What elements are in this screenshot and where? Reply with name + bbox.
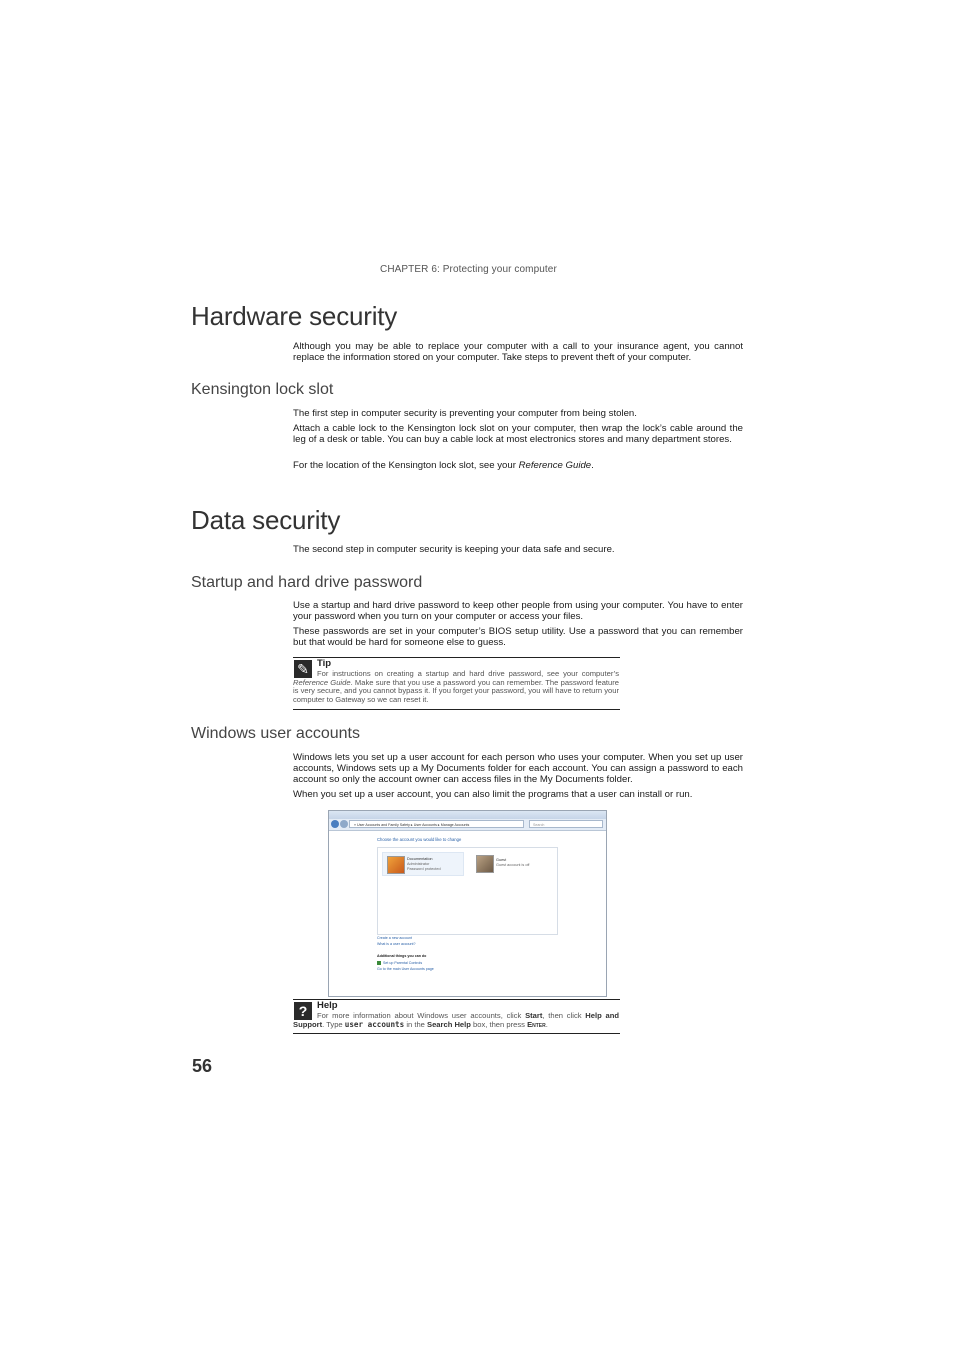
tip-pencil-icon: ✎ — [294, 660, 312, 678]
create-account-link: Create a new account — [377, 936, 412, 940]
accounts-list — [377, 847, 558, 935]
help-body: For more information about Windows user accounts, click Start, then click Help and Support. Type user accounts in the Search Help box, then press Enter. — [293, 1011, 619, 1029]
additional-things-heading: Additional things you can do — [377, 954, 427, 958]
page-number: 56 — [192, 1056, 213, 1076]
hardware-intro: Although you may be able to replace your computer with a call to your insurance agent, you cannot replace the information stored on your computer. Take steps to prevent theft of your computer. — [293, 341, 743, 363]
help-box — [293, 999, 620, 1034]
tip-body: For instructions on creating a startup and hard drive password, see your computer’s Reference Guide. Make sure that you use a password you can remember. The password feature is very secure, and you cannot bypass it. If you forget your password, you will have to return your computer to Gateway so we can reset it. — [293, 669, 619, 704]
account-documentation: Documentation Administrator Password protected — [382, 852, 464, 876]
accounts-p1: Windows lets you set up a user account for each person who uses your computer. When you set up user accounts, Windows sets up a My Documents folder for each account. You can assign a password to each account so only the account owner can access files in the My Documents folder. — [293, 752, 743, 785]
kensington-heading: Kensington lock slot — [191, 381, 334, 398]
briefcase-avatar-icon — [476, 855, 494, 873]
accounts-heading: Windows user accounts — [191, 725, 360, 742]
tip-box — [293, 657, 620, 710]
back-arrow-icon — [331, 820, 339, 828]
running-head: CHAPTER 6: Protecting your computer — [380, 264, 557, 275]
kensington-p3: For the location of the Kensington lock slot, see your Reference Guide. — [293, 460, 594, 471]
what-is-account-link: What is a user account? — [377, 942, 416, 946]
parental-controls-link: Set up Parental Controls — [383, 961, 423, 965]
account-guest: Guest Guest account is off — [472, 852, 552, 874]
accounts-p2: When you set up a user account, you can also limit the programs that a user can install or run. — [293, 789, 693, 800]
startup-heading: Startup and hard drive password — [191, 574, 423, 591]
help-title: Help — [317, 1000, 338, 1011]
window-titlebar — [329, 811, 606, 819]
startup-p2: These passwords are set in your computer’s BIOS setup utility. Use a password that you can remember but that would be hard for someone else to guess. — [293, 626, 743, 648]
address-bar — [329, 819, 606, 831]
flower-avatar-icon — [387, 856, 405, 874]
window-controls — [580, 812, 604, 818]
tip-title: Tip — [317, 658, 332, 669]
shield-icon — [377, 961, 381, 965]
startup-p1: Use a startup and hard drive password to keep other people from using your computer. You have to enter your password when you turn on your computer or access your files. — [293, 600, 743, 622]
forward-arrow-icon — [340, 820, 348, 828]
main-accounts-page-link: Go to the main User Accounts page — [377, 967, 434, 971]
window-content — [329, 831, 606, 996]
kensington-p2: Attach a cable lock to the Kensington lock slot on your computer, then wrap the lock’s cable around the leg of a desk or table. You can buy a cable lock at most electronics stores and many department stores. — [293, 423, 743, 445]
hardware-security-title: Hardware security — [191, 301, 398, 331]
manage-accounts-screenshot — [328, 810, 607, 997]
choose-account-heading: Choose the account you would like to change — [377, 837, 462, 842]
address-field: « User Accounts and Family Safety ▸ User Accounts ▸ Manage Accounts — [349, 820, 524, 828]
kensington-p1: The first step in computer security is preventing your computer from being stolen. — [293, 408, 637, 419]
search-field: Search — [529, 820, 603, 828]
help-question-icon: ? — [294, 1002, 312, 1020]
reference-guide-italic: Reference Guide — [518, 460, 592, 471]
data-intro: The second step in computer security is keeping your data safe and secure. — [293, 544, 615, 555]
data-security-title: Data security — [191, 505, 341, 535]
